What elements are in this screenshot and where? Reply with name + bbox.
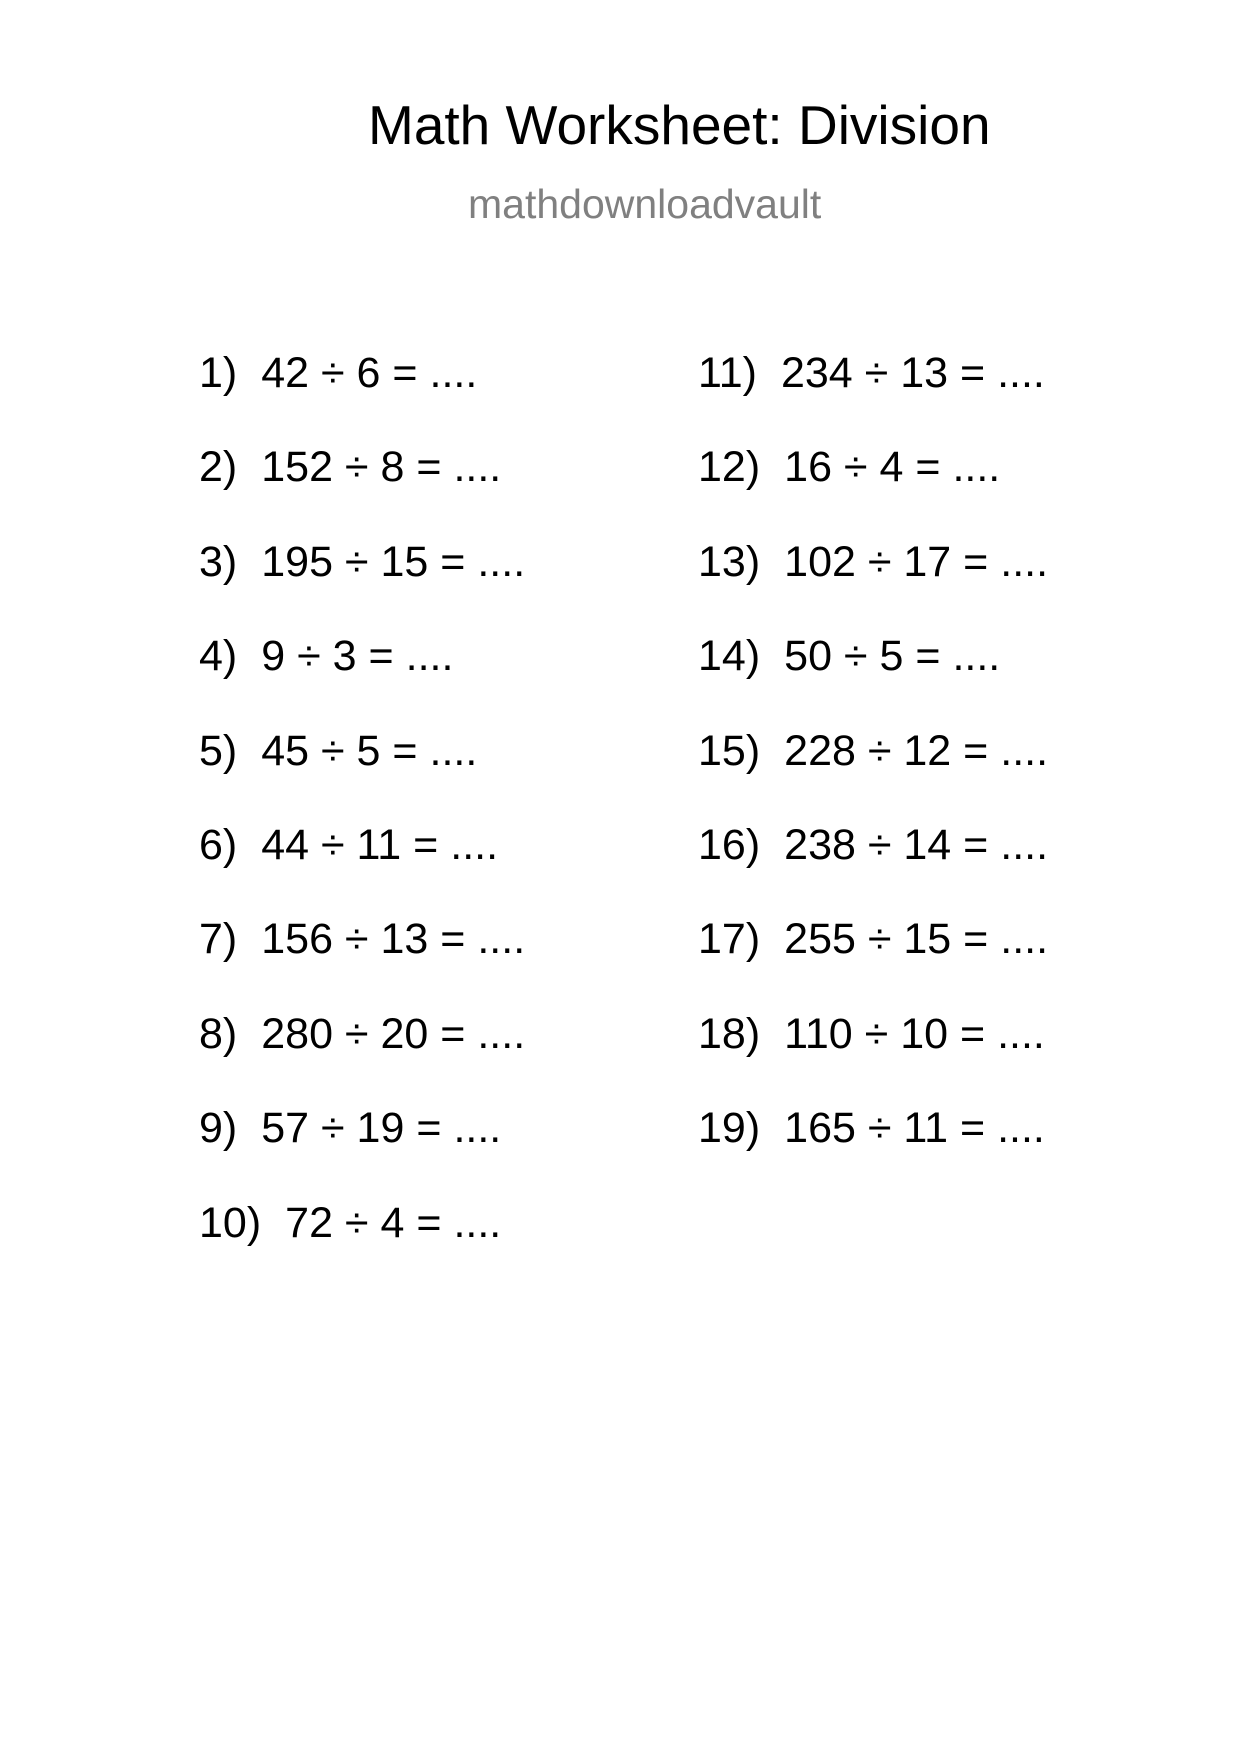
problem-number: 14) bbox=[698, 632, 761, 681]
problem-number: 8) bbox=[199, 1009, 238, 1058]
problem-item bbox=[199, 820, 525, 918]
problem-expression: 152 ÷ 8 = bbox=[261, 443, 442, 492]
answer-blank: .... bbox=[429, 726, 478, 775]
problem-expression: 44 ÷ 11 = bbox=[261, 820, 439, 869]
problem-number: 17) bbox=[698, 915, 761, 964]
problem-item bbox=[698, 1104, 1048, 1201]
answer-blank: .... bbox=[997, 1009, 1045, 1058]
problem-number: 18) bbox=[698, 1009, 761, 1058]
problem-item bbox=[199, 349, 525, 446]
site-watermark: mathdownloadvault bbox=[468, 181, 822, 227]
answer-blank: .... bbox=[997, 1104, 1045, 1153]
problem-expression: 16 ÷ 4 = bbox=[784, 443, 941, 492]
problem-expression: 9 ÷ 3 = bbox=[261, 632, 394, 681]
problem-number: 5) bbox=[199, 726, 238, 775]
problem-expression: 45 ÷ 5 = bbox=[261, 726, 418, 775]
problem-expression: 50 ÷ 5 = bbox=[784, 632, 941, 681]
answer-blank: .... bbox=[1000, 537, 1049, 586]
answer-blank: .... bbox=[429, 349, 478, 397]
page-title: Math Worksheet: Division bbox=[368, 94, 991, 156]
problem-expression: 255 ÷ 15 = bbox=[784, 915, 989, 964]
problem-item bbox=[199, 443, 525, 540]
problem-expression: 72 ÷ 4 = bbox=[285, 1198, 442, 1247]
answer-blank: .... bbox=[477, 537, 526, 586]
problem-item bbox=[199, 1104, 525, 1201]
problem-expression: 110 ÷ 10 = bbox=[784, 1009, 986, 1058]
problem-column-left bbox=[199, 349, 526, 1296]
problem-expression: 234 ÷ 13 = bbox=[780, 349, 986, 397]
answer-blank: .... bbox=[453, 443, 502, 492]
problem-number: 1) bbox=[199, 349, 238, 397]
problem-number: 13) bbox=[698, 537, 761, 586]
answer-blank: .... bbox=[453, 1104, 502, 1153]
problem-item bbox=[698, 443, 1048, 540]
problem-number: 6) bbox=[199, 820, 238, 869]
answer-blank: .... bbox=[1000, 726, 1049, 775]
problem-number: 9) bbox=[199, 1104, 238, 1153]
problem-expression: 238 ÷ 14 = bbox=[784, 820, 989, 869]
problem-item bbox=[199, 1009, 526, 1107]
problem-number: 7) bbox=[199, 915, 238, 964]
problem-expression: 42 ÷ 6 = bbox=[261, 349, 418, 397]
answer-blank: .... bbox=[997, 349, 1045, 397]
answer-blank: .... bbox=[405, 632, 454, 681]
answer-blank: .... bbox=[952, 443, 1001, 492]
problem-number: 4) bbox=[199, 632, 238, 681]
answer-blank: .... bbox=[453, 1198, 502, 1247]
problem-item bbox=[199, 537, 526, 635]
problem-item bbox=[698, 537, 1049, 635]
problem-column-right bbox=[698, 349, 1049, 1202]
problem-item bbox=[698, 632, 1048, 729]
problem-item bbox=[698, 349, 1048, 446]
answer-blank: .... bbox=[1000, 915, 1049, 964]
problem-number: 10) bbox=[199, 1198, 262, 1247]
problem-expression: 195 ÷ 15 = bbox=[261, 537, 466, 586]
problem-item bbox=[199, 1198, 525, 1296]
problem-number: 3) bbox=[199, 537, 238, 586]
problem-expression: 57 ÷ 19 = bbox=[261, 1104, 442, 1153]
problem-number: 11) bbox=[698, 349, 757, 397]
answer-blank: .... bbox=[477, 915, 526, 964]
problem-item bbox=[698, 1009, 1048, 1107]
problem-number: 2) bbox=[199, 443, 238, 492]
problem-number: 15) bbox=[698, 726, 761, 775]
problem-number: 16) bbox=[698, 820, 761, 869]
problem-item bbox=[698, 726, 1049, 824]
problem-item bbox=[698, 915, 1049, 1012]
answer-blank: .... bbox=[477, 1009, 526, 1058]
answer-blank: .... bbox=[450, 820, 499, 869]
problem-expression: 165 ÷ 11 = bbox=[784, 1104, 986, 1153]
problem-expression: 156 ÷ 13 = bbox=[261, 915, 466, 964]
problem-number: 19) bbox=[698, 1104, 761, 1153]
answer-blank: .... bbox=[952, 632, 1001, 681]
problem-expression: 228 ÷ 12 = bbox=[784, 726, 989, 775]
problem-item bbox=[199, 726, 525, 824]
problem-item bbox=[698, 820, 1049, 918]
problem-item bbox=[199, 915, 526, 1012]
problem-expression: 280 ÷ 20 = bbox=[261, 1009, 466, 1058]
problem-number: 12) bbox=[698, 443, 761, 492]
answer-blank: .... bbox=[1000, 820, 1049, 869]
problem-item bbox=[199, 632, 525, 729]
problem-expression: 102 ÷ 17 = bbox=[784, 537, 989, 586]
